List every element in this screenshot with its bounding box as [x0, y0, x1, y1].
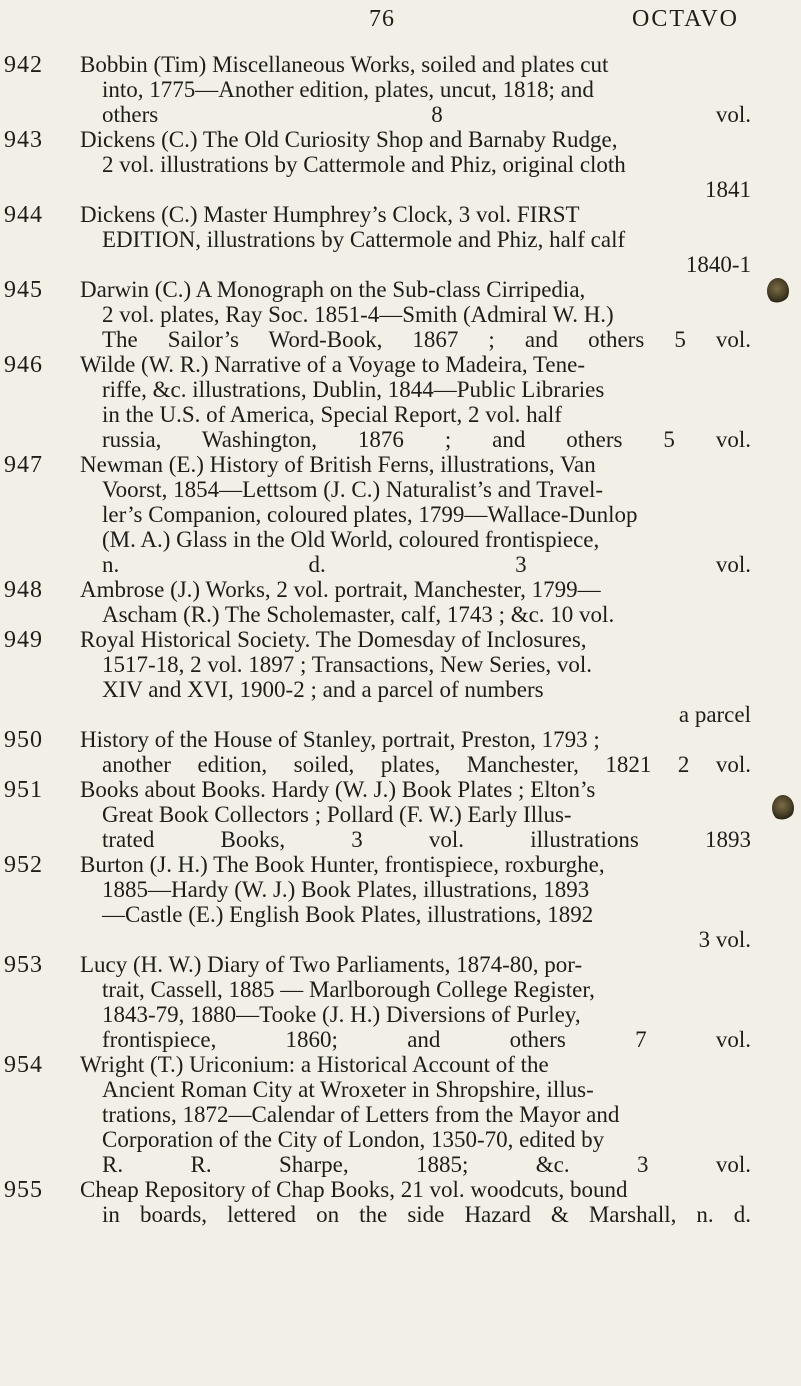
entry-text-line: 2 vol. plates, Ray Soc. 1851-4—Smith (Admiral W. H.): [102, 302, 614, 327]
lot-number: 948: [4, 577, 43, 603]
catalogue-entries: [0, 52, 801, 1227]
entry-text-line: EDITION, illustrations by Cattermole and Phiz, half calf: [102, 227, 626, 252]
lot-number: 943: [4, 127, 43, 153]
entry-text-line: History of the House of Stanley, portrait, Preston, 1793 ;: [80, 727, 600, 752]
lot-number: 955: [4, 1177, 43, 1203]
entry-text-line: Ancient Roman City at Wroxeter in Shropshire, illus-: [102, 1077, 594, 1102]
catalogue-entry: [0, 1052, 751, 1177]
entry-text-line: XIV and XVI, 1900-2 ; and a parcel of numbers: [102, 677, 544, 702]
page-header: [0, 0, 801, 60]
page-number: 76: [369, 6, 395, 32]
entry-text-line: The Sailor’s Word-Book, 1867 ; and others 5 vol.: [102, 327, 751, 352]
lot-number: 952: [4, 852, 43, 878]
catalogue-entry: [0, 777, 751, 852]
entry-text-line: Wilde (W. R.) Narrative of a Voyage to Madeira, Tene-: [80, 352, 586, 377]
entry-text-line: Dickens (C.) The Old Curiosity Shop and Barnaby Rudge,: [80, 127, 618, 152]
lot-number: 950: [4, 727, 43, 753]
entry-text-line: Wright (T.) Uriconium: a Historical Account of the: [80, 1052, 549, 1077]
entry-text-line: trait, Cassell, 1885 — Marlborough College Register,: [102, 977, 595, 1002]
entry-text-line: n. d. 3 vol.: [102, 552, 751, 577]
lot-number: 954: [4, 1052, 43, 1078]
lot-number: 944: [4, 202, 43, 228]
entry-text-line: in boards, lettered on the side Hazard & Marshall, n. d.: [102, 1202, 751, 1227]
catalogue-entry: [0, 52, 751, 127]
entry-text-line: 3 vol.: [698, 927, 751, 952]
lot-number: 945: [4, 277, 43, 303]
entry-text-line: Corporation of the City of London, 1350-70, edited by: [102, 1127, 605, 1152]
entry-text-line: 1885—Hardy (W. J.) Book Plates, illustrations, 1893: [102, 877, 590, 902]
entry-text-line: R. R. Sharpe, 1885; &c. 3 vol.: [102, 1152, 751, 1177]
entry-text-line: Royal Historical Society. The Domesday of Inclosures,: [80, 627, 587, 652]
lot-number: 953: [4, 952, 43, 978]
entry-text-line: Ambrose (J.) Works, 2 vol. portrait, Manchester, 1799—: [80, 577, 601, 602]
catalogue-entry: [0, 852, 751, 952]
entry-text-line: Voorst, 1854—Lettsom (J. C.) Naturalist’s and Travel-: [102, 477, 604, 502]
entry-text-line: in the U.S. of America, Special Report, 2 vol. half: [102, 402, 562, 427]
entry-text-line: Dickens (C.) Master Humphrey’s Clock, 3 vol. FIRST: [80, 202, 580, 227]
entry-text-line: 1840-1: [685, 252, 751, 277]
entry-text-line: others 8 vol.: [102, 102, 751, 127]
lot-number: 942: [4, 52, 43, 78]
entry-text-line: Burton (J. H.) The Book Hunter, frontispiece, roxburghe,: [80, 852, 605, 877]
entry-text-line: a parcel: [678, 702, 751, 727]
entry-text-line: ler’s Companion, coloured plates, 1799—Wallace-Dunlop: [102, 502, 638, 527]
entry-text-line: Lucy (H. W.) Diary of Two Parliaments, 1874-80, por-: [80, 952, 583, 977]
entry-text-line: Darwin (C.) A Monograph on the Sub-class Cirripedia,: [80, 277, 586, 302]
entry-text-line: 1843-79, 1880—Tooke (J. H.) Diversions of Purley,: [102, 1002, 581, 1027]
catalogue-entry: [0, 277, 751, 352]
entry-text-line: trated Books, 3 vol. illustrations 1893: [102, 827, 751, 852]
entry-text-line: (M. A.) Glass in the Old World, coloured frontispiece,: [102, 527, 600, 552]
entry-text-line: 1841: [705, 177, 751, 202]
running-title: OCTAVO: [632, 6, 739, 32]
entry-text-line: —Castle (E.) English Book Plates, illustrations, 1892: [102, 902, 594, 927]
catalogue-entry: [0, 627, 751, 727]
entry-text-line: Bobbin (Tim) Miscellaneous Works, soiled and plates cut: [80, 52, 609, 77]
entry-text-line: Cheap Repository of Chap Books, 21 vol. woodcuts, bound: [80, 1177, 628, 1202]
entry-text-line: Ascham (R.) The Scholemaster, calf, 1743 ; &c. 10 vol.: [102, 602, 615, 627]
entry-text-line: Books about Books. Hardy (W. J.) Book Plates ; Elton’s: [80, 777, 596, 802]
catalogue-entry: [0, 352, 751, 452]
entry-text-line: riffe, &c. illustrations, Dublin, 1844—Public Libraries: [102, 377, 605, 402]
entry-text-line: russia, Washington, 1876 ; and others 5 vol.: [102, 427, 751, 452]
lot-number: 951: [4, 777, 43, 803]
entry-text-line: frontispiece, 1860; and others 7 vol.: [102, 1027, 751, 1052]
catalogue-entry: [0, 452, 751, 577]
entry-text-line: into, 1775—Another edition, plates, uncut, 1818; and: [102, 77, 594, 102]
entry-text-line: 2 vol. illustrations by Cattermole and Phiz, original cloth: [102, 152, 626, 177]
catalogue-entry: [0, 727, 751, 777]
entry-text-line: trations, 1872—Calendar of Letters from the Mayor and: [102, 1102, 620, 1127]
entry-text-line: 1517-18, 2 vol. 1897 ; Transactions, New Series, vol.: [102, 652, 593, 677]
entry-text-line: another edition, soiled, plates, Manchester, 1821 2 vol.: [102, 752, 751, 777]
lot-number: 946: [4, 352, 43, 378]
catalogue-entry: [0, 952, 751, 1052]
entry-text-line: Great Book Collectors ; Pollard (F. W.) Early Illus-: [102, 802, 572, 827]
lot-number: 947: [4, 452, 43, 478]
catalogue-entry: [0, 202, 751, 277]
entry-text-line: Newman (E.) History of British Ferns, illustrations, Van: [80, 452, 596, 477]
lot-number: 949: [4, 627, 43, 653]
catalogue-entry: [0, 1177, 751, 1227]
catalogue-entry: [0, 127, 751, 202]
catalogue-entry: [0, 577, 751, 627]
